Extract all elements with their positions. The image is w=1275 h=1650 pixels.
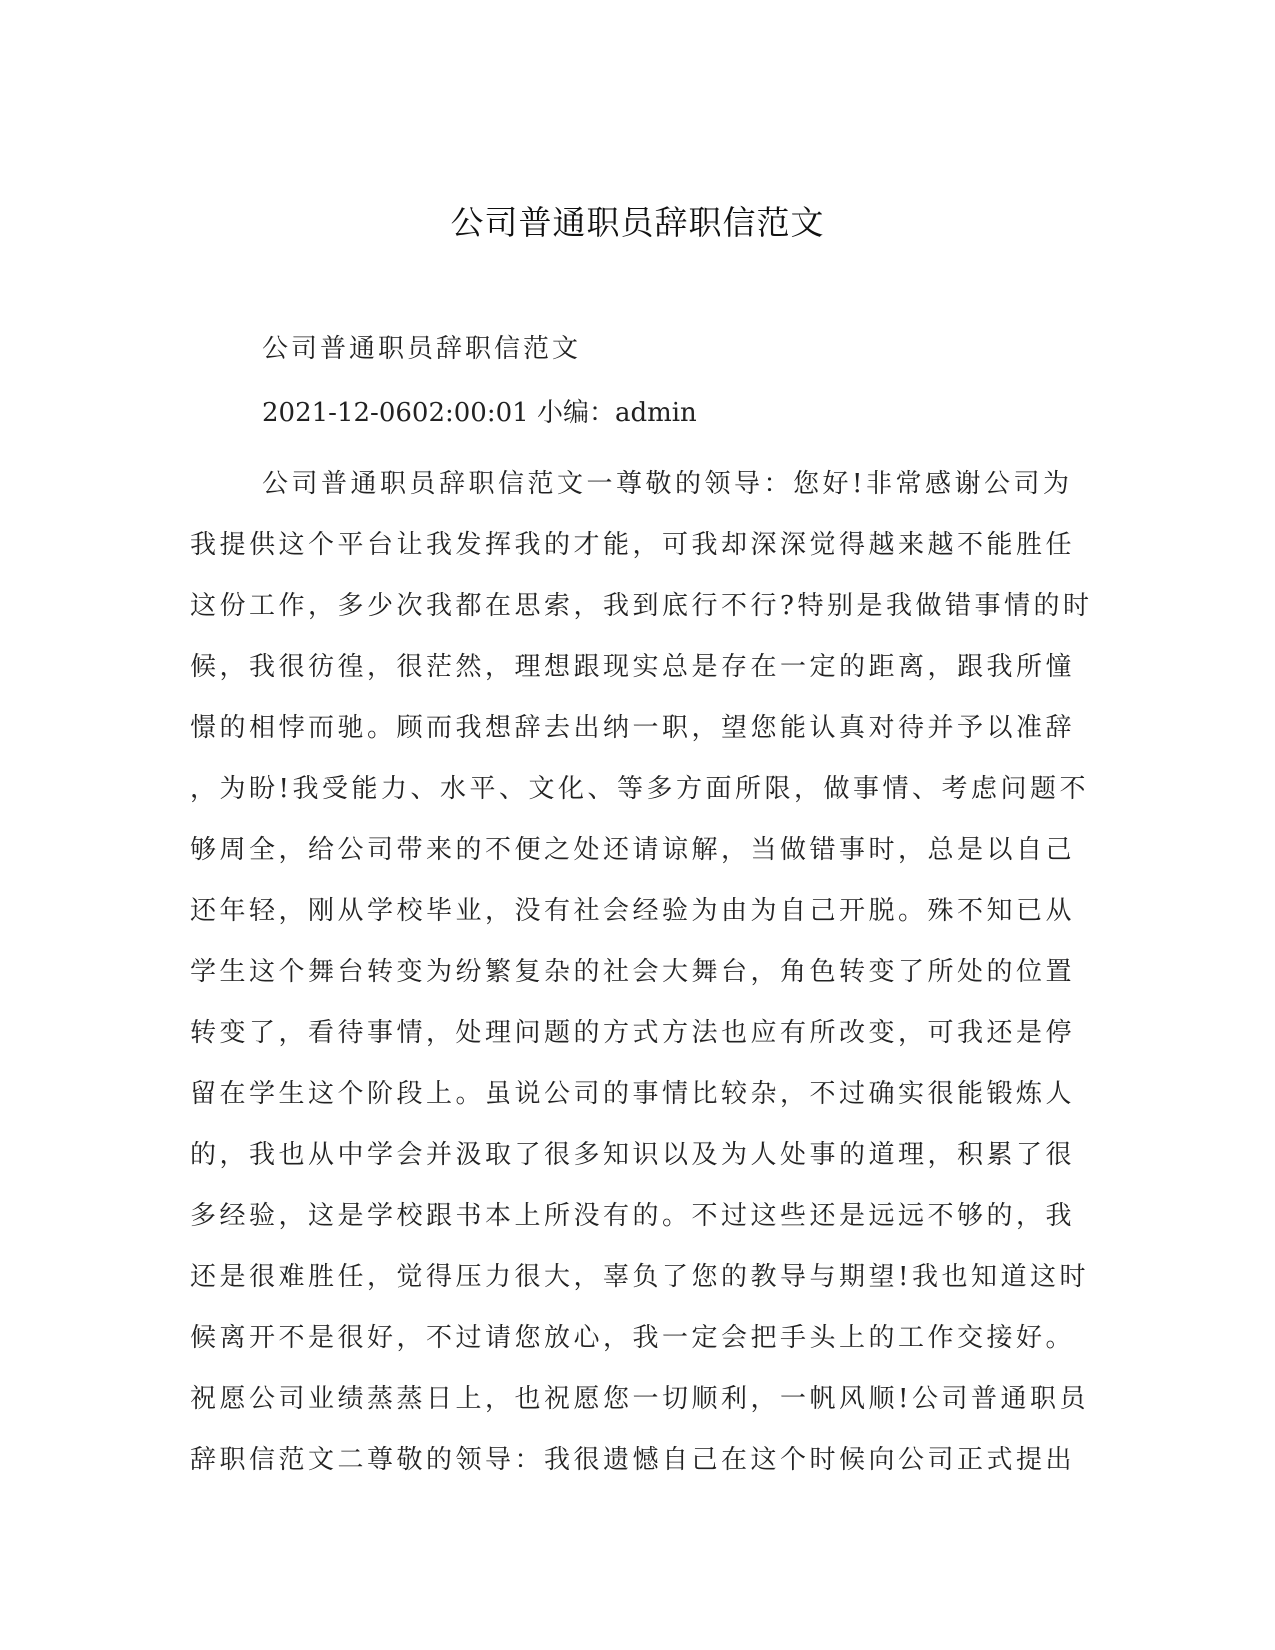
body-line: 祝愿公司业绩蒸蒸日上，也祝愿您一切顺利，一帆风顺!公司普通职员 [190,1384,1089,1414]
document-title: 公司普通职员辞职信范文 [450,203,825,242]
body-line: 憬的相悖而驰。顾而我想辞去出纳一职，望您能认真对待并予以准辞 [190,713,1076,743]
body-line: 多经验，这是学校跟书本上所没有的。不过这些还是远远不够的，我 [190,1201,1076,1231]
body-line: 还年轻，刚从学校毕业，没有社会经验为由为自己开脱。殊不知已从 [190,896,1076,926]
body-line: 候，我很彷徨，很茫然，理想跟现实总是存在一定的距离，跟我所憧 [190,652,1076,682]
document-subtitle: 公司普通职员辞职信范文 [262,334,582,364]
body-line: 还是很难胜任，觉得压力很大，辜负了您的教导与期望!我也知道这时 [190,1262,1089,1292]
body-line: 学生这个舞台转变为纷繁复杂的社会大舞台，角色转变了所处的位置 [190,957,1076,987]
body-line: ，为盼!我受能力、水平、文化、等多方面所限，做事情、考虑问题不 [190,774,1089,804]
body-line: 我提供这个平台让我发挥我的才能，可我却深深觉得越来越不能胜任 [190,530,1076,560]
publish-meta-line: 2021-12-0602:00:01 小编：admin [262,398,697,428]
body-line: 的，我也从中学会并汲取了很多知识以及为人处事的道理，积累了很 [190,1140,1076,1170]
letter-body [190,454,1093,1491]
body-line: 够周全，给公司带来的不便之处还请谅解，当做错事时，总是以自己 [190,835,1076,865]
body-line: 辞职信范文二尊敬的领导：我很遗憾自己在这个时候向公司正式提出 [190,1445,1076,1475]
body-line: 这份工作，多少次我都在思索，我到底行不行?特别是我做错事情的时 [190,591,1093,621]
body-line: 留在学生这个阶段上。虽说公司的事情比较杂，不过确实很能锻炼人 [190,1079,1076,1109]
body-line: 候离开不是很好，不过请您放心，我一定会把手头上的工作交接好。 [190,1323,1076,1353]
body-line: 公司普通职员辞职信范文一尊敬的领导：您好!非常感谢公司为 [262,469,1073,499]
body-line: 转变了，看待事情，处理问题的方式方法也应有所改变，可我还是停 [190,1018,1076,1048]
